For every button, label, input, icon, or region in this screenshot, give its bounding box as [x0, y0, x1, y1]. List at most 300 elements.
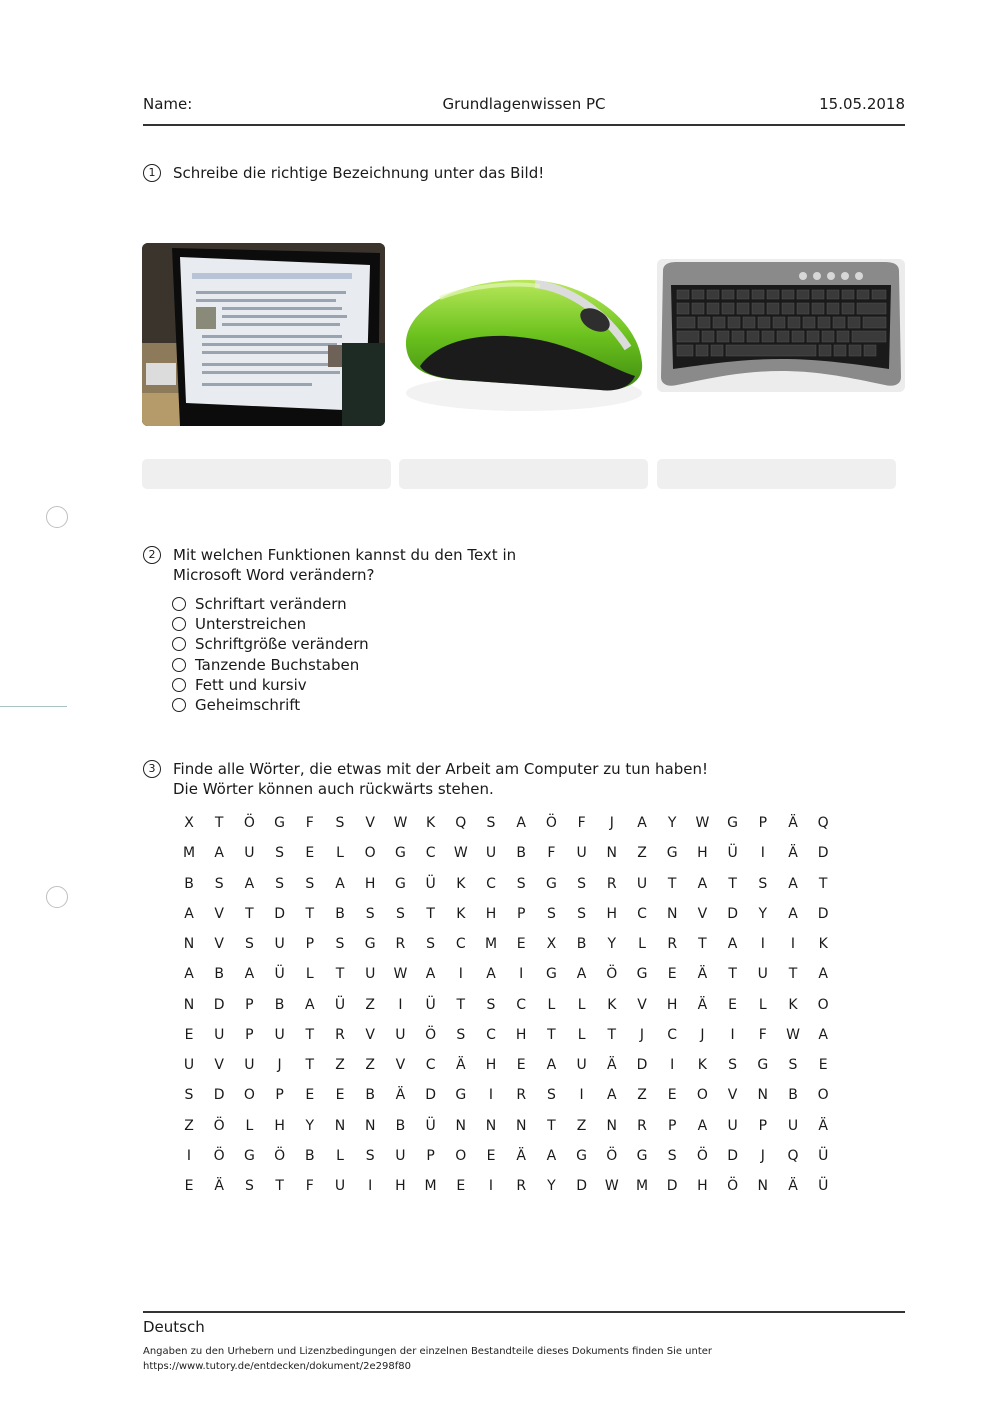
option-item[interactable] [172, 594, 347, 614]
grid-letter[interactable]: E [184, 1026, 194, 1043]
grid-letter[interactable]: S [546, 905, 556, 922]
grid-letter[interactable]: T [275, 1178, 284, 1194]
grid-letter[interactable]: S [728, 1057, 738, 1073]
grid-letter[interactable]: C [455, 936, 466, 952]
grid-letter[interactable]: M [182, 845, 196, 862]
grid-letter[interactable]: Y [758, 905, 768, 922]
grid-letter[interactable]: I [398, 996, 403, 1013]
grid-letter[interactable]: T [305, 1026, 315, 1043]
grid-letter[interactable]: H [485, 905, 497, 922]
grid-letter[interactable]: A [425, 966, 436, 983]
grid-letter[interactable]: L [547, 996, 556, 1013]
grid-letter[interactable]: T [305, 905, 315, 922]
grid-letter[interactable]: F [547, 845, 556, 862]
grid-letter[interactable]: E [667, 1087, 677, 1104]
grid-letter[interactable]: Ö [606, 1147, 618, 1164]
grid-letter[interactable]: A [244, 875, 255, 892]
grid-letter[interactable]: U [787, 1117, 799, 1134]
grid-letter[interactable]: E [667, 966, 677, 983]
grid-letter[interactable]: N [757, 1178, 769, 1194]
option-item[interactable] [172, 634, 369, 654]
grid-letter[interactable]: N [666, 905, 678, 922]
grid-letter[interactable]: U [214, 1026, 225, 1043]
grid-letter[interactable]: D [636, 1057, 648, 1073]
grid-letter[interactable]: T [728, 875, 737, 892]
radio-circle-icon[interactable] [172, 658, 186, 672]
option-item[interactable] [172, 655, 359, 675]
grid-letter[interactable]: A [788, 905, 798, 922]
grid-letter[interactable]: G [545, 966, 557, 983]
grid-letter[interactable]: R [516, 1087, 527, 1104]
grid-letter[interactable]: Ö [213, 1117, 225, 1134]
grid-letter[interactable]: X [184, 815, 194, 831]
grid-letter[interactable]: N [183, 936, 195, 952]
grid-letter[interactable]: Y [607, 936, 617, 952]
grid-letter[interactable]: R [606, 875, 617, 892]
grid-letter[interactable]: D [666, 1178, 678, 1194]
grid-letter[interactable]: E [305, 845, 315, 862]
grid-letter[interactable]: Ö [274, 1147, 286, 1164]
grid-letter[interactable]: R [637, 1117, 647, 1134]
grid-letter[interactable]: Ö [606, 966, 618, 983]
grid-letter[interactable]: D [576, 1178, 587, 1194]
grid-letter[interactable]: L [336, 845, 344, 862]
grid-letter[interactable]: B [365, 1087, 375, 1104]
grid-letter[interactable]: D [213, 1087, 225, 1104]
grid-letter[interactable]: V [395, 1057, 406, 1073]
grid-letter[interactable]: U [183, 1057, 195, 1073]
grid-letter[interactable]: Z [365, 996, 375, 1013]
grid-letter[interactable]: A [516, 815, 526, 831]
grid-letter[interactable]: H [606, 905, 618, 922]
grid-letter[interactable]: H [274, 1117, 285, 1134]
grid-letter[interactable]: N [183, 996, 195, 1013]
grid-letter[interactable]: J [700, 1026, 705, 1043]
grid-letter[interactable]: N [364, 1117, 376, 1134]
grid-letter[interactable]: T [788, 966, 798, 983]
answer-field-1[interactable] [142, 459, 391, 489]
grid-letter[interactable]: T [245, 905, 254, 922]
grid-letter[interactable]: V [214, 905, 224, 922]
grid-letter[interactable]: Z [576, 1117, 587, 1134]
grid-letter[interactable]: Y [667, 815, 677, 831]
grid-letter[interactable]: G [636, 1147, 648, 1164]
grid-letter[interactable]: Ä [697, 996, 708, 1013]
grid-letter[interactable]: Z [637, 1087, 647, 1104]
grid-letter[interactable]: Ä [516, 1147, 526, 1164]
grid-letter[interactable]: X [546, 936, 557, 952]
grid-letter[interactable]: T [456, 996, 466, 1013]
grid-letter[interactable]: Y [547, 1178, 556, 1194]
grid-letter[interactable]: A [305, 996, 315, 1013]
grid-letter[interactable]: A [546, 1147, 557, 1164]
grid-letter[interactable]: B [274, 996, 285, 1013]
grid-letter[interactable]: S [426, 936, 436, 952]
grid-letter[interactable]: F [577, 815, 586, 831]
grid-letter[interactable]: S [365, 1147, 375, 1164]
grid-letter[interactable]: W [786, 1026, 800, 1043]
grid-letter[interactable]: B [304, 1147, 315, 1164]
grid-letter[interactable]: M [635, 1178, 649, 1194]
grid-letter[interactable]: E [818, 1057, 828, 1073]
grid-letter[interactable]: T [335, 966, 345, 983]
grid-letter[interactable]: N [455, 1117, 467, 1134]
grid-letter[interactable]: S [275, 845, 285, 862]
grid-letter[interactable]: C [486, 1026, 496, 1043]
grid-letter[interactable]: I [186, 1147, 192, 1164]
grid-letter[interactable]: H [515, 1026, 527, 1043]
grid-letter[interactable]: B [576, 936, 587, 952]
grid-letter[interactable]: S [788, 1057, 798, 1073]
grid-letter[interactable]: O [455, 1147, 467, 1164]
grid-letter[interactable]: P [426, 1147, 435, 1164]
grid-letter[interactable]: V [697, 905, 708, 922]
grid-letter[interactable]: F [305, 1178, 314, 1194]
grid-letter[interactable]: H [485, 1057, 497, 1073]
grid-letter[interactable]: S [244, 1178, 254, 1194]
grid-letter[interactable]: D [727, 1147, 738, 1164]
grid-letter[interactable]: C [637, 905, 647, 922]
grid-letter[interactable]: M [484, 936, 498, 952]
grid-letter[interactable]: R [516, 1178, 527, 1194]
grid-letter[interactable]: G [394, 875, 406, 892]
grid-letter[interactable]: K [607, 996, 617, 1013]
grid-letter[interactable]: L [638, 936, 646, 952]
option-item[interactable] [172, 675, 307, 695]
grid-letter[interactable]: A [184, 905, 194, 922]
grid-letter[interactable]: S [456, 1026, 466, 1043]
grid-letter[interactable]: A [335, 875, 345, 892]
grid-letter[interactable]: R [335, 1026, 345, 1043]
radio-circle-icon[interactable] [172, 698, 186, 712]
grid-letter[interactable]: Ö [727, 1178, 739, 1194]
grid-letter[interactable]: R [667, 936, 678, 952]
grid-letter[interactable]: C [425, 1057, 436, 1073]
grid-letter[interactable]: I [368, 1178, 373, 1194]
grid-letter[interactable]: S [365, 905, 375, 922]
grid-letter[interactable]: A [546, 1057, 557, 1073]
grid-letter[interactable]: S [244, 936, 254, 952]
grid-letter[interactable]: Ö [545, 815, 557, 831]
grid-letter[interactable]: C [516, 996, 527, 1013]
grid-letter[interactable]: T [607, 1026, 617, 1043]
grid-letter[interactable]: I [579, 1087, 584, 1104]
grid-letter[interactable]: D [817, 845, 829, 862]
grid-letter[interactable]: A [576, 966, 587, 983]
grid-letter[interactable]: F [305, 815, 314, 831]
grid-letter[interactable]: S [305, 875, 315, 892]
grid-letter[interactable]: G [545, 875, 557, 892]
grid-letter[interactable]: Z [184, 1117, 194, 1134]
grid-letter[interactable]: O [817, 1087, 829, 1104]
grid-letter[interactable]: U [274, 1026, 285, 1043]
grid-letter[interactable]: H [666, 996, 678, 1013]
grid-letter[interactable]: L [577, 1026, 586, 1043]
grid-letter[interactable]: H [395, 1178, 406, 1194]
grid-letter[interactable]: A [697, 875, 708, 892]
grid-letter[interactable]: U [365, 966, 376, 983]
grid-letter[interactable]: S [275, 875, 285, 892]
grid-letter[interactable]: S [395, 905, 405, 922]
grid-letter[interactable]: L [577, 996, 586, 1013]
grid-letter[interactable]: A [697, 1117, 708, 1134]
grid-letter[interactable]: G [274, 815, 286, 831]
grid-letter[interactable]: I [670, 1057, 675, 1073]
grid-letter[interactable]: C [425, 845, 436, 862]
grid-letter[interactable]: T [667, 875, 677, 892]
grid-letter[interactable]: B [788, 1087, 798, 1104]
grid-letter[interactable]: S [486, 996, 496, 1013]
grid-letter[interactable]: Ü [818, 1178, 829, 1194]
grid-letter[interactable]: D [213, 996, 225, 1013]
grid-letter[interactable]: S [184, 1087, 194, 1104]
grid-letter[interactable]: K [456, 875, 466, 892]
grid-letter[interactable]: D [274, 905, 285, 922]
grid-letter[interactable]: B [184, 875, 194, 892]
grid-letter[interactable]: Z [365, 1057, 375, 1073]
grid-letter[interactable]: S [577, 875, 587, 892]
grid-letter[interactable]: G [364, 936, 376, 952]
grid-letter[interactable]: P [667, 1117, 677, 1134]
grid-letter[interactable]: I [730, 1026, 735, 1043]
grid-letter[interactable]: P [305, 936, 315, 952]
grid-letter[interactable]: E [728, 996, 738, 1013]
grid-letter[interactable]: Ü [425, 1117, 436, 1134]
grid-letter[interactable]: G [636, 966, 648, 983]
grid-letter[interactable]: O [364, 845, 376, 862]
grid-letter[interactable]: I [760, 936, 765, 952]
grid-letter[interactable]: Ä [607, 1057, 617, 1073]
answer-field-2[interactable] [399, 459, 648, 489]
radio-circle-icon[interactable] [172, 678, 186, 692]
grid-letter[interactable]: W [453, 845, 468, 862]
grid-letter[interactable]: K [426, 815, 436, 831]
grid-letter[interactable]: I [488, 1087, 494, 1104]
grid-letter[interactable]: V [214, 1057, 224, 1073]
grid-letter[interactable]: N [606, 1117, 618, 1134]
grid-letter[interactable]: R [395, 936, 406, 952]
grid-letter[interactable]: Ä [395, 1087, 406, 1104]
grid-letter[interactable]: Y [305, 1117, 315, 1134]
grid-letter[interactable]: Ä [788, 815, 798, 831]
grid-letter[interactable]: T [728, 966, 737, 983]
grid-letter[interactable]: S [758, 875, 768, 892]
grid-letter[interactable]: S [667, 1147, 677, 1164]
grid-letter[interactable]: S [546, 1087, 556, 1104]
grid-letter[interactable]: N [334, 1117, 346, 1134]
grid-letter[interactable]: G [455, 1087, 467, 1104]
grid-letter[interactable]: C [486, 875, 496, 892]
grid-letter[interactable]: E [486, 1147, 496, 1164]
grid-letter[interactable]: F [758, 1026, 767, 1043]
grid-letter[interactable]: E [456, 1178, 466, 1194]
grid-letter[interactable]: N [606, 845, 618, 862]
grid-letter[interactable]: B [214, 966, 224, 983]
grid-letter[interactable]: Ä [818, 1117, 828, 1134]
grid-letter[interactable]: Ü [425, 996, 436, 1013]
grid-letter[interactable]: B [395, 1117, 406, 1134]
grid-letter[interactable]: E [516, 1057, 526, 1073]
grid-letter[interactable]: V [214, 936, 224, 952]
grid-letter[interactable]: U [334, 1178, 346, 1194]
grid-letter[interactable]: A [184, 966, 194, 983]
grid-letter[interactable]: Ö [696, 1147, 708, 1164]
grid-letter[interactable]: Ö [425, 1026, 437, 1043]
grid-letter[interactable]: D [817, 905, 829, 922]
grid-letter[interactable]: K [456, 905, 466, 922]
grid-letter[interactable]: I [519, 966, 524, 983]
grid-letter[interactable]: E [516, 936, 526, 952]
grid-letter[interactable]: O [243, 1087, 255, 1104]
grid-letter[interactable]: J [277, 1057, 282, 1073]
grid-letter[interactable]: T [818, 875, 828, 892]
option-item[interactable] [172, 695, 300, 715]
grid-letter[interactable]: U [244, 1057, 255, 1073]
grid-letter[interactable]: V [637, 996, 647, 1013]
grid-letter[interactable]: P [245, 996, 254, 1013]
grid-letter[interactable]: G [243, 1147, 255, 1164]
grid-letter[interactable]: Ü [818, 1147, 829, 1164]
grid-letter[interactable]: J [639, 1026, 645, 1043]
grid-letter[interactable]: L [305, 966, 314, 983]
grid-letter[interactable]: Z [335, 1057, 345, 1073]
grid-letter[interactable]: U [636, 875, 648, 892]
grid-letter[interactable]: S [577, 905, 587, 922]
grid-letter[interactable]: Ü [334, 996, 346, 1013]
grid-letter[interactable]: A [727, 936, 738, 952]
grid-letter[interactable]: U [395, 1147, 406, 1164]
grid-letter[interactable]: K [788, 996, 798, 1013]
grid-letter[interactable]: G [394, 845, 406, 862]
grid-letter[interactable]: S [335, 936, 345, 952]
grid-letter[interactable]: B [516, 845, 526, 862]
grid-letter[interactable]: E [184, 1178, 194, 1194]
grid-letter[interactable]: S [486, 815, 496, 831]
grid-letter[interactable]: O [696, 1087, 708, 1104]
grid-letter[interactable]: Ä [788, 845, 798, 862]
grid-letter[interactable]: D [727, 905, 738, 922]
grid-letter[interactable]: P [275, 1087, 284, 1104]
grid-letter[interactable]: E [305, 1087, 315, 1104]
grid-letter[interactable]: U [395, 1026, 406, 1043]
grid-letter[interactable]: T [698, 936, 707, 952]
grid-letter[interactable]: T [305, 1057, 315, 1073]
grid-letter[interactable]: U [727, 1117, 738, 1134]
grid-letter[interactable]: T [214, 815, 224, 831]
grid-letter[interactable]: N [515, 1117, 527, 1134]
grid-letter[interactable]: C [667, 1026, 678, 1043]
grid-letter[interactable]: A [818, 966, 828, 983]
grid-letter[interactable]: L [758, 996, 767, 1013]
grid-letter[interactable]: V [727, 1087, 738, 1104]
grid-letter[interactable]: P [516, 905, 526, 922]
grid-letter[interactable]: S [516, 875, 526, 892]
grid-letter[interactable]: J [760, 1147, 765, 1164]
grid-letter[interactable]: L [336, 1147, 344, 1164]
grid-letter[interactable]: K [697, 1057, 707, 1073]
radio-circle-icon[interactable] [172, 597, 186, 611]
grid-letter[interactable]: Ü [425, 875, 436, 892]
grid-letter[interactable]: P [758, 1117, 768, 1134]
grid-letter[interactable]: Q [817, 815, 829, 831]
grid-letter[interactable]: Ä [697, 966, 708, 983]
grid-letter[interactable]: Ü [274, 966, 285, 983]
grid-letter[interactable]: T [547, 1026, 556, 1043]
grid-letter[interactable]: G [666, 845, 678, 862]
grid-letter[interactable]: E [335, 1087, 345, 1104]
option-item[interactable] [172, 614, 306, 634]
grid-letter[interactable]: H [364, 875, 376, 892]
grid-letter[interactable]: Q [455, 815, 467, 831]
grid-letter[interactable]: W [695, 815, 710, 831]
grid-letter[interactable]: U [274, 936, 285, 952]
grid-letter[interactable]: T [426, 905, 435, 922]
grid-letter[interactable]: W [393, 966, 408, 983]
grid-letter[interactable]: G [576, 1147, 588, 1164]
footer-source-link[interactable]: https://www.tutory.de/entdecken/dokument/2e298f80 [143, 1361, 411, 1372]
grid-letter[interactable]: A [244, 966, 255, 983]
grid-letter[interactable]: V [365, 1026, 375, 1043]
grid-letter[interactable]: Ä [214, 1178, 224, 1194]
grid-letter[interactable]: W [393, 815, 408, 831]
answer-field-3[interactable] [657, 459, 896, 489]
grid-letter[interactable]: U [576, 845, 587, 862]
grid-letter[interactable]: S [214, 875, 224, 892]
grid-letter[interactable]: H [697, 845, 708, 862]
grid-letter[interactable]: A [607, 1087, 617, 1104]
grid-letter[interactable]: Ö [213, 1147, 225, 1164]
grid-letter[interactable]: A [486, 966, 496, 983]
grid-letter[interactable]: P [758, 815, 768, 831]
grid-letter[interactable]: N [485, 1117, 497, 1134]
grid-letter[interactable]: N [757, 1087, 769, 1104]
grid-letter[interactable]: I [458, 966, 463, 983]
grid-letter[interactable]: K [818, 936, 828, 952]
grid-letter[interactable]: J [609, 815, 614, 831]
grid-letter[interactable]: L [245, 1117, 254, 1134]
grid-letter[interactable]: A [214, 845, 224, 862]
grid-letter[interactable]: V [365, 815, 375, 831]
grid-letter[interactable]: W [604, 1178, 619, 1194]
grid-letter[interactable]: I [790, 936, 796, 952]
grid-letter[interactable]: U [485, 845, 497, 862]
grid-letter[interactable]: H [697, 1178, 708, 1194]
grid-letter[interactable]: I [760, 845, 765, 862]
grid-letter[interactable]: T [547, 1117, 556, 1134]
grid-letter[interactable]: Q [787, 1147, 799, 1164]
grid-letter[interactable]: B [335, 905, 345, 922]
radio-circle-icon[interactable] [172, 637, 186, 651]
grid-letter[interactable]: D [425, 1087, 436, 1104]
grid-letter[interactable]: P [245, 1026, 254, 1043]
grid-letter[interactable]: U [757, 966, 768, 983]
grid-letter[interactable]: U [576, 1057, 587, 1073]
grid-letter[interactable]: M [424, 1178, 437, 1194]
grid-letter[interactable]: Ü [727, 845, 738, 862]
grid-letter[interactable]: A [788, 875, 798, 892]
grid-letter[interactable]: O [817, 996, 829, 1013]
grid-letter[interactable]: Ä [788, 1178, 798, 1194]
grid-letter[interactable]: G [727, 815, 739, 831]
grid-letter[interactable]: U [244, 845, 255, 862]
grid-letter[interactable]: A [818, 1026, 828, 1043]
grid-letter[interactable]: I [488, 1178, 494, 1194]
grid-letter[interactable]: S [335, 815, 345, 831]
grid-letter[interactable]: Ä [456, 1057, 466, 1073]
grid-letter[interactable]: Z [637, 845, 647, 862]
grid-letter[interactable]: G [757, 1057, 769, 1073]
grid-letter[interactable]: A [637, 815, 647, 831]
